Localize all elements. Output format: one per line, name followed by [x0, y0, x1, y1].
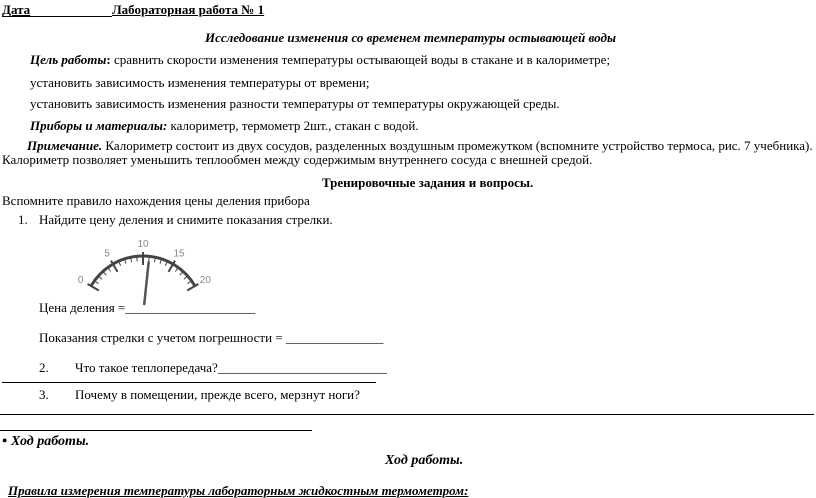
- gauge-needle: [144, 262, 148, 304]
- goal-line-3: установить зависимость изменения разности температуры от температуры окружающей среды.: [30, 96, 560, 111]
- task-2-number: 2.: [39, 360, 49, 375]
- date-underline: [2, 16, 112, 17]
- note-label: Примечание.: [27, 138, 103, 153]
- task-2-text: Что такое теплопередача?__________________________: [75, 360, 387, 375]
- bullet-icon: ●: [2, 435, 8, 445]
- gauge-tick: [98, 276, 102, 279]
- gauge-tick: [137, 256, 138, 261]
- gauge-tick: [180, 271, 183, 275]
- task-3-number: 3.: [39, 387, 49, 402]
- task-1-number: 1.: [18, 212, 28, 227]
- goal-line-2: установить зависимость изменения температуры от времени;: [30, 75, 370, 90]
- task-1-text: Найдите цену деления и снимите показания стрелки.: [39, 212, 333, 227]
- date-label: Дата: [2, 2, 31, 17]
- note-line-2: Калориметр позволяет уменьшить теплообмен между содержимым внутреннего сосуда с внешней средой.: [2, 152, 593, 167]
- goal-line-1: [30, 52, 610, 67]
- answer-line-3b: [0, 430, 312, 431]
- gauge-tick: [184, 276, 188, 279]
- gauge-tick-label: 0: [77, 275, 84, 286]
- subtitle: Исследование изменения со временем температуры остывающей воды: [205, 30, 616, 45]
- equipment-text: калориметр, термометр 2шт., стакан с водой.: [167, 118, 419, 133]
- reminder-text: Вспомните правило нахождения цены деления прибора: [2, 193, 310, 208]
- equipment-line: [30, 118, 419, 133]
- rules-heading: Правила измерения температуры лабораторным жидкостным термометром:: [8, 483, 469, 498]
- gauge-tick: [149, 256, 150, 261]
- gauge-tick-label: 20: [199, 275, 211, 286]
- answer-line-3a: [0, 414, 814, 415]
- gauge-tick-label: 10: [137, 239, 149, 250]
- needle-reading-field: Показания стрелки с учетом погрешности = _______________: [39, 330, 384, 345]
- goal-text: сравнить скорости изменения температуры остывающей воды в стакане и в калориметре;: [110, 52, 611, 67]
- note-line-1: [27, 138, 813, 153]
- goal-label: Цель работы: [30, 52, 107, 67]
- gauge-tick-label: 15: [173, 248, 185, 260]
- bullet-heading: [2, 432, 89, 450]
- price-of-division-field: Цена деления =____________________: [39, 300, 256, 315]
- gauge-tick: [103, 271, 106, 275]
- gauge-tick-label: 5: [104, 248, 110, 260]
- note-text-1: Калориметр состоит из двух сосудов, разделенных воздушным промежутком (вспомните устройство термоса, рис. 7 учебника).: [102, 138, 813, 153]
- equipment-label: Приборы и материалы:: [30, 118, 168, 133]
- training-heading: Тренировочные задания и вопросы.: [322, 175, 534, 190]
- lab-title: Лабораторная работа № 1: [112, 2, 265, 17]
- task-3-text: Почему в помещении, прежде всего, мерзнут ноги?: [75, 387, 360, 402]
- answer-line-2: [2, 382, 376, 383]
- goal-colon: :: [106, 52, 111, 67]
- bullet-heading-text: Ход работы.: [10, 434, 90, 449]
- center-heading: Ход работы.: [385, 453, 464, 468]
- gauge-dial: [77, 234, 211, 304]
